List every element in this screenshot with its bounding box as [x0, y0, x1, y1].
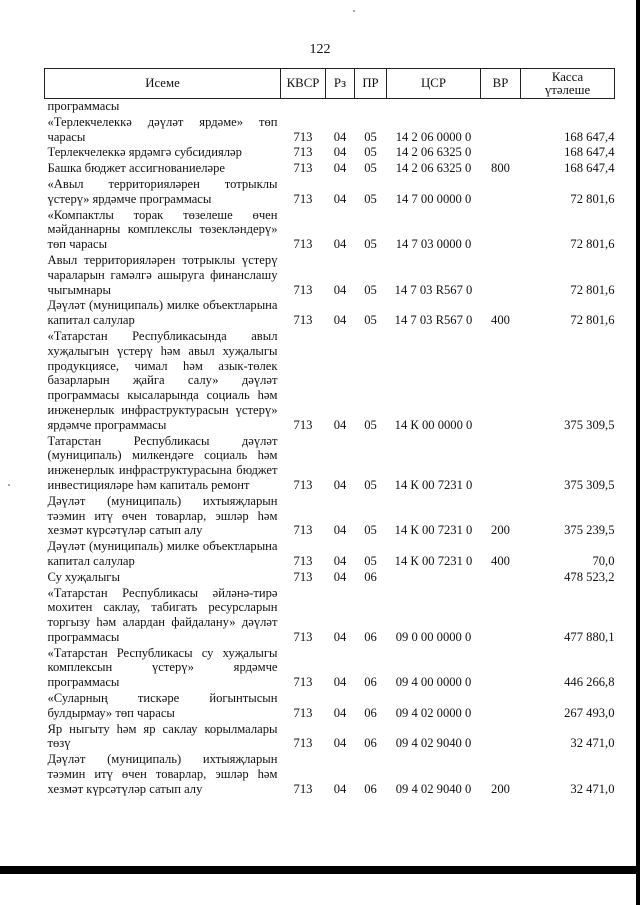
cell-rz: 04 — [333, 477, 347, 492]
cell-name: Татарстан Республикасы дәүләт (муниципаль) милкендәге социаль һәм инженерлык инфраструктурасына бюджет инвестицияләре һәм капиталь ремонт — [47, 433, 278, 492]
cell-amount: 267 493,0 — [564, 705, 615, 720]
cell-rz: 04 — [333, 313, 347, 328]
cell-rz: 04 — [333, 781, 347, 796]
cell-amount: 168 647,4 — [564, 161, 615, 176]
cell-vr — [481, 208, 521, 253]
cell-name: «Компактлы торак төзелеше өчен мәйданнарны комплекслы төзекләндерү» төп чарасы — [47, 207, 278, 252]
cell-csr: 14 7 03 R567 0 — [394, 282, 473, 297]
scan-speck — [353, 10, 355, 12]
cell-pr: 05 — [364, 145, 377, 160]
cell-csr: 09 4 02 9040 0 — [395, 736, 472, 751]
cell-pr: 05 — [364, 553, 377, 568]
cell-vr — [481, 691, 521, 722]
cell-kvsr: 713 — [293, 781, 313, 796]
cell-pr: 05 — [364, 523, 377, 538]
cell-name: «Татарстан Республикасы әйләнә-тирә мохитен саклау, табигать ресурсларын торгызу һәм алардан файдалану» дәүләт программасы — [47, 585, 278, 644]
table-header-row — [45, 69, 615, 99]
cell-vr — [481, 145, 521, 161]
cell-name: Дәүләт (муниципаль) ихтыяҗларын тәэмин итү өчен товарлар, эшләр һәм хезмәт күрсәтүләр сатып алу — [47, 752, 278, 796]
cell-rz: 04 — [333, 161, 347, 176]
table-row — [45, 145, 615, 161]
cell-pr: 05 — [364, 129, 377, 144]
cell-rz: 04 — [333, 629, 347, 644]
table-row — [45, 177, 615, 208]
table-body — [45, 99, 615, 798]
cell-amount: 375 309,5 — [564, 477, 615, 492]
cell-vr — [481, 722, 521, 753]
cell-amount: 72 801,6 — [570, 191, 615, 206]
cell-name: Су хуҗалыгы — [47, 569, 120, 584]
scan-edge-right — [636, 0, 640, 905]
cell-rz: 04 — [333, 523, 347, 538]
cell-kvsr: 713 — [293, 145, 313, 160]
header-vr: ВР — [481, 69, 521, 99]
cell-name: Дәүләт (муниципаль) милке объектларына капитал салулар — [47, 539, 278, 568]
table-row — [45, 329, 615, 434]
cell-rz: 04 — [333, 675, 347, 690]
cell-kvsr: 713 — [293, 313, 313, 328]
table-row — [45, 161, 615, 177]
table-row — [45, 752, 615, 797]
cell-name: Башка бюджет ассигнованиеләре — [47, 161, 225, 176]
cell-kvsr: 713 — [293, 675, 313, 690]
cell-kvsr: 713 — [293, 417, 313, 432]
cell-pr: 05 — [364, 282, 377, 297]
table-row — [45, 646, 615, 691]
table-row — [45, 298, 615, 329]
cell-kvsr: 713 — [293, 161, 313, 176]
scan-edge-bottom — [0, 866, 640, 874]
cell-kvsr: 713 — [293, 736, 313, 751]
table-row — [45, 99, 615, 115]
cell-rz: 04 — [333, 129, 347, 144]
cell-csr: 14 2 06 6325 0 — [395, 161, 472, 176]
header-kassa-line1: Касса — [551, 69, 584, 84]
cell-name: «Татарстан Республикасы су хуҗалыгы комплексын үстерү» ярдәмче программасы — [47, 645, 278, 690]
cell-kvsr: 713 — [293, 553, 313, 568]
cell-csr: 09 0 00 0000 0 — [395, 629, 472, 644]
table-row — [45, 115, 615, 146]
cell-vr — [481, 253, 521, 298]
cell-rz — [326, 99, 355, 115]
cell-rz: 04 — [333, 553, 347, 568]
cell-amount: 72 801,6 — [570, 237, 615, 252]
cell-csr: 14 2 06 6325 0 — [395, 145, 472, 160]
table-row — [45, 586, 615, 646]
cell-pr: 06 — [364, 736, 377, 751]
cell-csr: 14 7 03 R567 0 — [394, 313, 473, 328]
table-row — [45, 434, 615, 494]
header-kassa-line2: үтәлеше — [544, 82, 591, 97]
cell-kvsr: 713 — [293, 705, 313, 720]
cell-vr — [481, 570, 521, 586]
cell-pr — [355, 99, 387, 115]
table-row — [45, 253, 615, 298]
cell-csr — [387, 99, 481, 115]
budget-table — [44, 68, 615, 798]
table-row — [45, 494, 615, 539]
cell-vr — [481, 177, 521, 208]
table-row — [45, 691, 615, 722]
header-name: Исеме — [45, 69, 281, 99]
scan-speck — [8, 484, 10, 486]
cell-amount: 70,0 — [592, 553, 615, 568]
cell-amount: 32 471,0 — [570, 736, 615, 751]
cell-name: «Терлекчелеккә дәүләт ярдәме» төп чарасы — [47, 114, 278, 144]
cell-vr — [481, 329, 521, 434]
cell-pr: 05 — [364, 237, 377, 252]
cell-rz: 04 — [333, 282, 347, 297]
cell-vr: 400 — [491, 553, 510, 568]
cell-amount — [521, 99, 615, 115]
cell-amount: 32 471,0 — [570, 781, 615, 796]
cell-amount: 446 266,8 — [564, 675, 615, 690]
cell-rz: 04 — [333, 191, 347, 206]
cell-kvsr: 713 — [293, 237, 313, 252]
cell-kvsr — [281, 99, 326, 115]
cell-csr: 14 К 00 7231 0 — [394, 553, 473, 568]
cell-pr: 05 — [364, 191, 377, 206]
header-pr: ПР — [355, 69, 387, 99]
cell-amount: 375 239,5 — [564, 523, 615, 538]
cell-rz: 04 — [333, 736, 347, 751]
cell-kvsr: 713 — [293, 523, 313, 538]
cell-amount: 478 523,2 — [564, 569, 615, 584]
cell-kvsr: 713 — [293, 569, 313, 584]
cell-vr: 200 — [491, 781, 510, 796]
table-row — [45, 539, 615, 570]
cell-name: Дәүләт (муниципаль) милке объектларына капитал салулар — [47, 298, 278, 328]
header-kvsr: КВСР — [281, 69, 326, 99]
cell-vr — [481, 99, 521, 115]
cell-rz: 04 — [333, 237, 347, 252]
cell-pr: 06 — [364, 675, 377, 690]
cell-rz: 04 — [333, 569, 347, 584]
cell-csr: 09 4 02 9040 0 — [395, 781, 472, 796]
cell-vr — [481, 586, 521, 646]
header-rz: Рз — [326, 69, 355, 99]
cell-name: Авыл территорияләрен тотрыклы үстерү чараларын гамәлгә ашыруга финанслашу чыгымнары — [47, 252, 278, 297]
cell-pr: 06 — [364, 781, 377, 796]
cell-pr: 05 — [364, 477, 377, 492]
cell-rz: 04 — [333, 417, 347, 432]
cell-kvsr: 713 — [293, 477, 313, 492]
cell-csr: 14 7 03 0000 0 — [395, 237, 472, 252]
cell-rz: 04 — [333, 145, 347, 160]
cell-csr: 14 К 00 0000 0 — [394, 417, 473, 432]
header-kassa — [521, 69, 615, 99]
cell-name: «Авыл территорияләрен тотрыклы үстерү» ярдәмче программасы — [47, 176, 278, 206]
cell-csr: 14 К 00 7231 0 — [394, 523, 473, 538]
cell-amount: 72 801,6 — [570, 282, 615, 297]
cell-amount: 72 801,6 — [570, 313, 615, 328]
cell-csr: 14 7 00 0000 0 — [395, 191, 472, 206]
cell-amount: 375 309,5 — [564, 417, 615, 432]
table-row — [45, 570, 615, 586]
cell-name: «Татарстан Республикасында авыл хуҗалыгын үстерү һәм авыл хуҗалыгы продукциясе, чимал һәм азык-төлек базарларын җайга салу» дәүләт программасы кысаларында социаль һәм инженерлык инфраструктурасын үстерү» ярдәмче программасы — [47, 328, 278, 432]
cell-csr: 14 2 06 0000 0 — [395, 129, 472, 144]
cell-amount: 477 880,1 — [564, 629, 615, 644]
cell-vr — [481, 434, 521, 494]
cell-kvsr: 713 — [293, 191, 313, 206]
cell-name: Терлекчелеккә ярдәмгә субсидияләр — [47, 145, 242, 160]
cell-csr — [387, 570, 481, 586]
cell-vr: 800 — [491, 161, 510, 176]
cell-rz: 04 — [333, 705, 347, 720]
cell-kvsr: 713 — [293, 129, 313, 144]
cell-kvsr: 713 — [293, 629, 313, 644]
page-number: 122 — [309, 42, 331, 57]
cell-name: Дәүләт (муниципаль) ихтыяҗларын тәэмин итү өчен товарлар, эшләр һәм хезмәт күрсәтүләр сатып алу — [47, 493, 278, 538]
cell-name: Яр ныгыту һәм яр саклау корылмалары төзү — [47, 721, 278, 751]
cell-amount: 168 647,4 — [564, 129, 615, 144]
cell-pr: 05 — [364, 161, 377, 176]
cell-pr: 06 — [364, 705, 377, 720]
cell-name: «Суларның тискәре йогынтысын булдырмау» төп чарасы — [47, 691, 278, 720]
cell-pr: 06 — [364, 629, 377, 644]
cell-pr: 06 — [364, 569, 377, 584]
cell-pr: 05 — [364, 417, 377, 432]
cell-vr: 200 — [491, 523, 510, 538]
table-row — [45, 722, 615, 753]
table-row — [45, 208, 615, 253]
cell-csr: 09 4 00 0000 0 — [395, 675, 472, 690]
header-csr: ЦСР — [387, 69, 481, 99]
cell-csr: 14 К 00 7231 0 — [394, 477, 473, 492]
cell-csr: 09 4 02 0000 0 — [395, 705, 472, 720]
cell-amount: 168 647,4 — [564, 145, 615, 160]
cell-kvsr: 713 — [293, 282, 313, 297]
cell-vr — [481, 646, 521, 691]
cell-pr: 05 — [364, 313, 377, 328]
cell-vr — [481, 115, 521, 146]
cell-name: программасы — [47, 99, 120, 113]
cell-vr: 400 — [491, 313, 510, 328]
